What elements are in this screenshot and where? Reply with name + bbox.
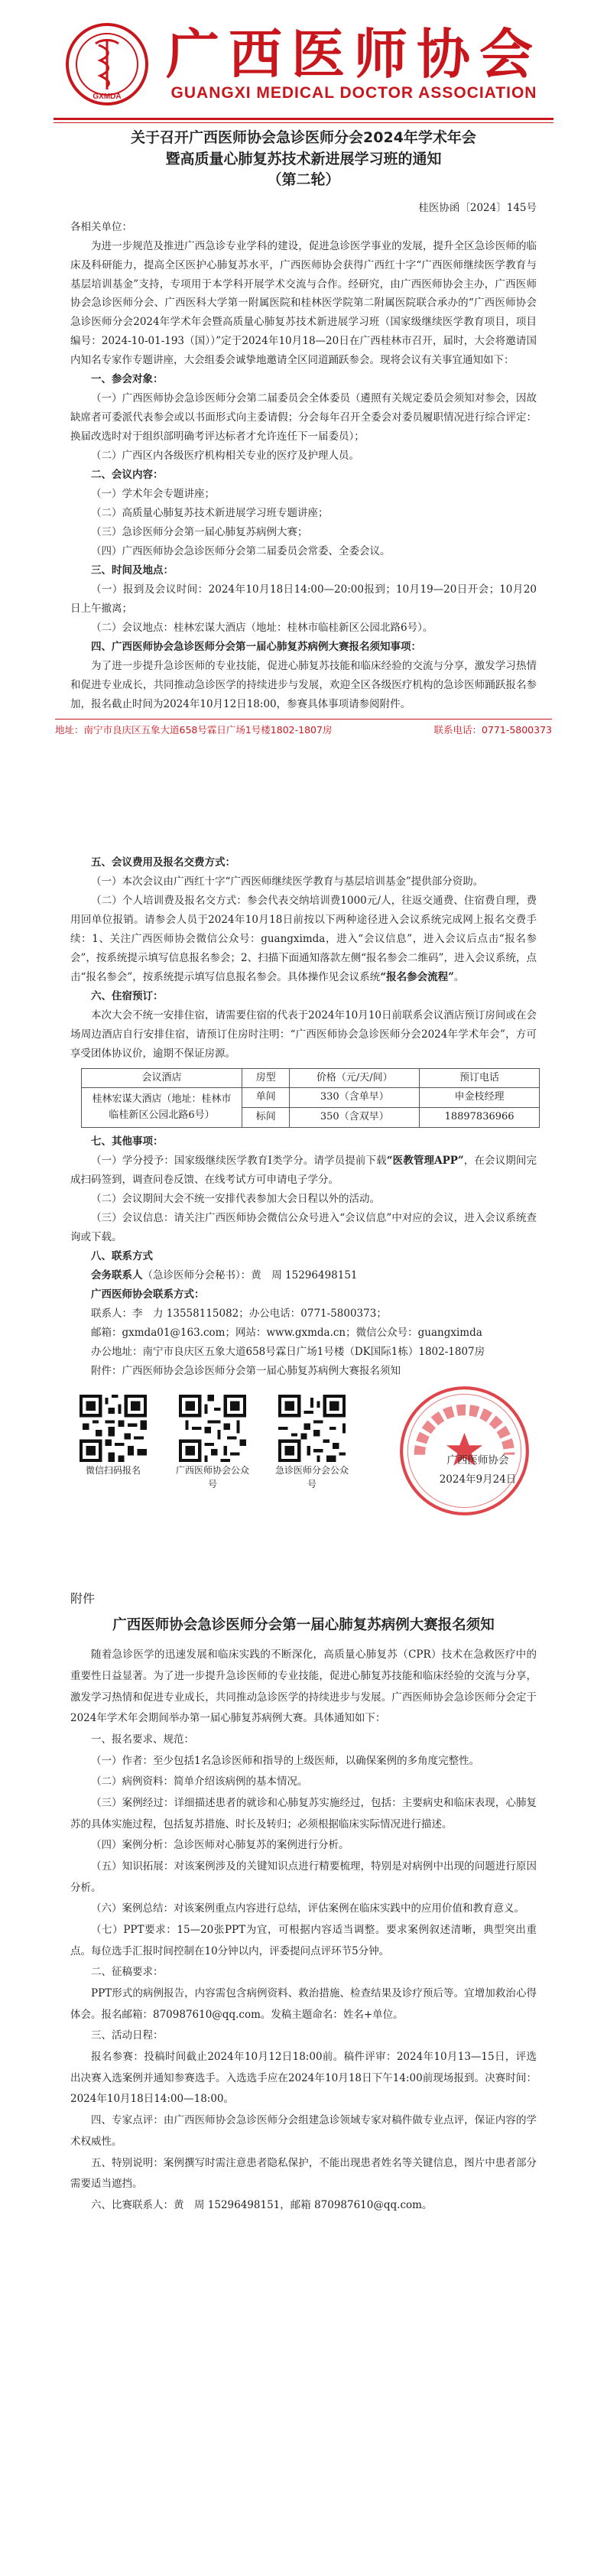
- room-type-cell: 单间: [242, 1088, 290, 1108]
- annex-label: 附件: [70, 1590, 96, 1606]
- annex-para: 二、征稿要求：: [91, 1966, 164, 1979]
- annex-para: PPT形式的病例报告，内容需包含病例资料、救治措施、检查结果及诊疗预后等。宜增加救治心得体会。报名邮箱：870987610@qq.com。发稿主题命名：姓名+单位。: [70, 1987, 537, 2021]
- section-5-para-2-text: （二）个人培训费及报名交方式：参会代表交纳培训费1000元/人，往返交通费、住宿费自理，费用回单位报销。请参会人员于2024年10月18日前按以下两种途径进入会议系统完成网上报名交费手续：1、关注广西医师协会微信公众号：guangximda，进入“会议信息”，进入会议后点击“报名参会”，按系统提示填写信息报名参会；2、扫描下面通知落款左侧“报名参会二维码”，进入会议系统，点击“报名参会”，按系统提示填写信息报名参会。具体操作见会议系统: [70, 894, 537, 983]
- section-1-heading: 一、参会对象：: [91, 373, 164, 386]
- section-7-para-1-end: ，在会议期间完成扫码签到，调查问卷反馈、在线考试方可申请电子学分。: [70, 1154, 537, 1186]
- section-5-para-2: [70, 892, 537, 987]
- org-contact-line: 联系人：李 力 13558115082；办公电话：0771-5800373；: [91, 1307, 387, 1320]
- org-contact-heading: 广西医师协会联系方式：: [91, 1288, 205, 1301]
- page-break-gap: [0, 739, 607, 853]
- qr-and-seal-row: [0, 1381, 607, 1534]
- annex-para: 五、特别说明：案例撰写时需注意患者隐私保护，不能出现患者姓名等关键信息，图片中患者部分需要适当遮挡。: [70, 2156, 537, 2191]
- section-3-para-2: （二）会议地点：桂林宏谋大酒店（地址：桂林市临桂新区公园北路6号）。: [91, 621, 433, 634]
- header-rule-thin: [54, 122, 553, 123]
- letterhead-name-cn: 广西医师协会: [166, 22, 542, 86]
- booking-contact-cell: 18897836966: [420, 1108, 540, 1128]
- document-body-page-2: [0, 853, 607, 1381]
- qr-register[interactable]: [76, 1395, 150, 1477]
- title-line-3: （第二轮）: [267, 171, 340, 189]
- table-header-cell: 会议酒店: [82, 1068, 242, 1088]
- document-number: 桂医协函〔2024〕145号: [418, 201, 537, 214]
- org-contact-line: 办公地址：南宁市良庆区五象大道658号霖日广场1号楼（DK国际1栋）1802-1807房: [91, 1345, 485, 1358]
- price-cell: 330（含单早）: [290, 1088, 420, 1108]
- qr-code-icon: [80, 1395, 147, 1462]
- annex-body: [0, 1645, 607, 2216]
- section-6-heading: 六、住宿预订：: [91, 989, 164, 1002]
- room-type-cell: 标间: [242, 1108, 290, 1128]
- letterhead-name-en: GUANGXI MEDICAL DOCTOR ASSOCIATION: [170, 84, 537, 102]
- annex-para: 四、专家点评：由广西医师协会急诊医师分会组建急诊领域专家对稿件做专业点评，保证内容的学术权威性。: [70, 2114, 537, 2148]
- section-7-heading: 七、其他事项：: [91, 1135, 164, 1148]
- section-5-para-2-end: 。: [453, 970, 465, 983]
- intro-paragraph: 为进一步规范及推进广西急诊专业学科的建设，促进急诊医学事业的发展，提升全区急诊医师的临床及科研能力，提高全区医护心肺复苏水平，广西医师协会获得广西红十字“广西医师继续医学教育与基层培训基金”支持，专项用于本学科开展学术交流与合作。经研究，由广西医师协会主办，广西医师协会急诊医师分会、广西医科大学第一附属医院和桂林医学院第二附属医院联合承办的“广西医师协会急诊医师分会2024年学术年会暨高质量心肺复苏技术新进展学习班（国家级继续医学教育项目，项目编号：2024-10-01-193（国））”定于2024年10月18—20日在广西桂林市召开，届时，大会将邀请国内知名专家作专题讲座，大会组委会诚挚地邀请全区同道踊跃参会。现将会议有关事宜通知如下：: [70, 239, 537, 367]
- footer-phone: 联系电话：0771-5800373: [433, 723, 552, 736]
- registration-flow-link: “报名参会流程”: [380, 970, 454, 983]
- section-3-para-1: （一）报到及会议时间：2024年10月18日14:00—20:00报到；10月19—20日开会；10月20日上午撤离；: [70, 583, 537, 615]
- qr-branch-account[interactable]: [275, 1395, 349, 1491]
- signature-date: 2024年9月24日: [439, 1473, 517, 1486]
- section-2-item: （三）急诊医师分会第一届心肺复苏病例大赛；: [91, 526, 308, 539]
- qr-label: 微信扫码报名: [85, 1464, 141, 1476]
- qr-code-icon: [278, 1395, 346, 1462]
- section-1-para-2: （二）广西区内各级医疗机构相关专业的医疗及护理人员。: [91, 450, 359, 463]
- section-2-item: （四）广西医师协会急诊医师分会第二届委员会常委、全委会议。: [91, 545, 391, 558]
- section-8-heading: 八、联系方式: [91, 1249, 153, 1262]
- section-3-heading: 三、时间及地点：: [91, 564, 174, 577]
- hotel-table: [81, 1068, 540, 1128]
- signature-org: 广西医师协会: [446, 1454, 509, 1467]
- annex-para: （一）作者：至少包括1名急诊医师和指导的上级医师，以确保案例的多角度完整性。: [91, 1754, 480, 1767]
- signature-block: [413, 1451, 543, 1490]
- section-7-para-1: [70, 1152, 537, 1190]
- page-break-gap: [0, 1534, 607, 1587]
- section-7-para-2: （二）会议期间大会不统一安排代表参加大会日程以外的活动。: [91, 1192, 380, 1205]
- qr-code-icon: [179, 1395, 246, 1462]
- contact-1: [70, 1266, 537, 1285]
- section-5-heading: 五、会议费用及报名交费方式：: [91, 856, 235, 869]
- document-title: [0, 128, 607, 191]
- contact-1-text: （急诊医师分会秘书）：黄 周 15296498151: [142, 1269, 358, 1282]
- annex-para: （七）PPT要求：15—20张PPT为宜，可根据内容适当调整。要求案例叙述清晰，典型突出重点。每位选手汇报时间控制在10分钟以内，评委提问点评环节5分钟。: [70, 1924, 537, 1957]
- table-header-cell: 价格（元/天/间）: [290, 1068, 420, 1088]
- table-header-cell: 预订电话: [420, 1068, 540, 1088]
- association-logo-icon: [65, 22, 149, 106]
- section-4-heading: 四、广西医师协会急诊医师分会第一届心肺复苏病例大赛报名须知事项：: [91, 640, 421, 653]
- section-1-para-1: （一）广西医师协会急诊医师分会第二届委员会全体委员（遴照有关规定委员会须知对参会，因故缺席者可委派代表参会或以书面形式向主委请假；分会每年召开全委会对委员履职情况进行综合评定：换届改选时对于组织部明确考评达标者才允许连任下一届委员）；: [70, 392, 537, 443]
- section-2-heading: 二、会议内容：: [91, 469, 164, 482]
- logo-ring-text: GXMDA: [93, 93, 122, 101]
- table-header-row: [82, 1068, 540, 1088]
- title-line-2: 暨高质量心肺复苏技术新进展学习班的通知: [165, 150, 442, 167]
- letterhead: [0, 0, 607, 115]
- footer-address: 地址：南宁市良庆区五象大道658号霖日广场1号楼1802-1807房: [55, 723, 333, 736]
- section-2-item: （二）高质量心肺复苏技术新进展学习班专题讲座；: [91, 507, 329, 520]
- qr-label: 广西医师协会公众号: [176, 1464, 250, 1489]
- qr-association-account[interactable]: [176, 1395, 249, 1491]
- table-row: [82, 1088, 540, 1108]
- section-7-para-3: （三）会议信息：请关注广西医师协会微信公众号进入“会议信息”中对应的会议，进入会议系统查询或下载。: [70, 1211, 537, 1243]
- price-cell: 350（含双早）: [290, 1108, 420, 1128]
- annex-intro: 随着急诊医学的迅速发展和临床实践的不断深化，高质量心肺复苏（CPR）技术在急救医疗中的重要性日益显著。为了进一步提升急诊医师的专业技能，促进心肺复苏技能和临床经验的交流与分享，激发学习热情和促进专业成长，共同推动急诊医学的持续进步与发展。广西医师协会急诊医师分会定于2024年学术年会期间举办第一届心肺复苏病例大赛。具体通知如下：: [70, 1649, 537, 1725]
- salutation: 各相关单位：: [70, 220, 132, 233]
- annex-para: （五）知识拓展：对该案例涉及的关键知识点进行精要梳理，特别是对病例中出现的问题进行原因分析。: [70, 1860, 537, 1894]
- annex-title: 广西医师协会急诊医师分会第一届心肺复苏病例大赛报名须知: [112, 1617, 495, 1634]
- title-line-1: 关于召开广西医师协会急诊医师分会2024年学术年会: [131, 129, 476, 146]
- org-contact-line: 邮箱：gxmda01@163.com；网站：www.gxmda.cn；微信公众号：guangximda: [91, 1326, 482, 1339]
- contact-1-label: 会务联系人: [91, 1269, 143, 1282]
- annex-para: 六、比赛联系人：黄 周 15296498151，邮箱 870987610@qq.com。: [91, 2198, 433, 2211]
- annex-para: 报名参赛：投稿时间截止2024年10月12日18:00前。稿件评审：2024年10月13—15日，评选出决赛入选案例并通知参赛选手。入选选手应在2024年10月18日下午14:00前现场报到。决赛时间：2024年10月18日14:00—18:00。: [70, 2051, 537, 2106]
- section-5-para-1: （一）本次会议由广西红十字“广西医师继续医学教育与基层培训基金”提供部分资助。: [91, 875, 484, 888]
- booking-contact-cell: 申金枝经理: [420, 1088, 540, 1108]
- app-name: “医教管理APP”: [386, 1154, 464, 1167]
- attachment-note: 附件：广西医师协会急诊医师分会第一届心肺复苏病例大赛报名须知: [91, 1364, 401, 1377]
- annex-para: （三）案例经过：详细描述患者的就诊和心肺复苏实施经过，包括：主要病史和临床表现，心肺复苏的具体实施过程，包括复苏措施、时长及转归；必须根据临床实际情况进行描述。: [70, 1797, 537, 1830]
- page-footer: [55, 719, 552, 739]
- section-7-para-1-text: （一）学分授予：国家级继续医学教育I类学分。请学员提前下载: [91, 1154, 387, 1167]
- section-2-item: （一）学术年会专题讲座；: [91, 488, 215, 501]
- annex-para: （四）案例分析：急诊医师对心肺复苏的案例进行分析。: [91, 1839, 349, 1852]
- table-header-cell: 房型: [242, 1068, 290, 1088]
- document-body: [0, 218, 607, 714]
- annex-para: （二）病例资料：简单介绍该病例的基本情况。: [91, 1775, 308, 1788]
- annex-para: （六）案例总结：对该案例重点内容进行总结，评估案例在临床实践中的应用价值和教育意义。: [91, 1902, 524, 1915]
- annex-para: 三、活动日程：: [91, 2029, 164, 2042]
- header-rule-thick: [54, 118, 553, 120]
- section-4-para: 为了进一步提升急诊医师的专业技能，促进心肺复苏技能和临床经验的交流与分享，激发学习热情和促进专业成长，共同推动急诊医学的持续进步与发展，欢迎全区各级医疗机构的急诊医师踊跃报名参加，报名截止时间为2024年10月12日18:00，参赛具体事项请参阅附件。: [70, 659, 537, 710]
- annex-para: 一、报名要求、规范：: [91, 1733, 194, 1746]
- section-6-para: 本次大会不统一安排住宿，请需要住宿的代表于2024年10月10日前联系会议酒店预订房间或在会场周边酒店自行安排住宿，请预订住房时注明：“广西医师协会急诊医师分会2024年学术年会”，方可享受团体协议价，逾期不保证房源。: [70, 1009, 537, 1060]
- qr-label: 急诊医师分会公众号: [275, 1464, 349, 1489]
- hotel-name-cell: 桂林宏谋大酒店（地址：桂林市临桂新区公园北路6号）: [82, 1088, 242, 1128]
